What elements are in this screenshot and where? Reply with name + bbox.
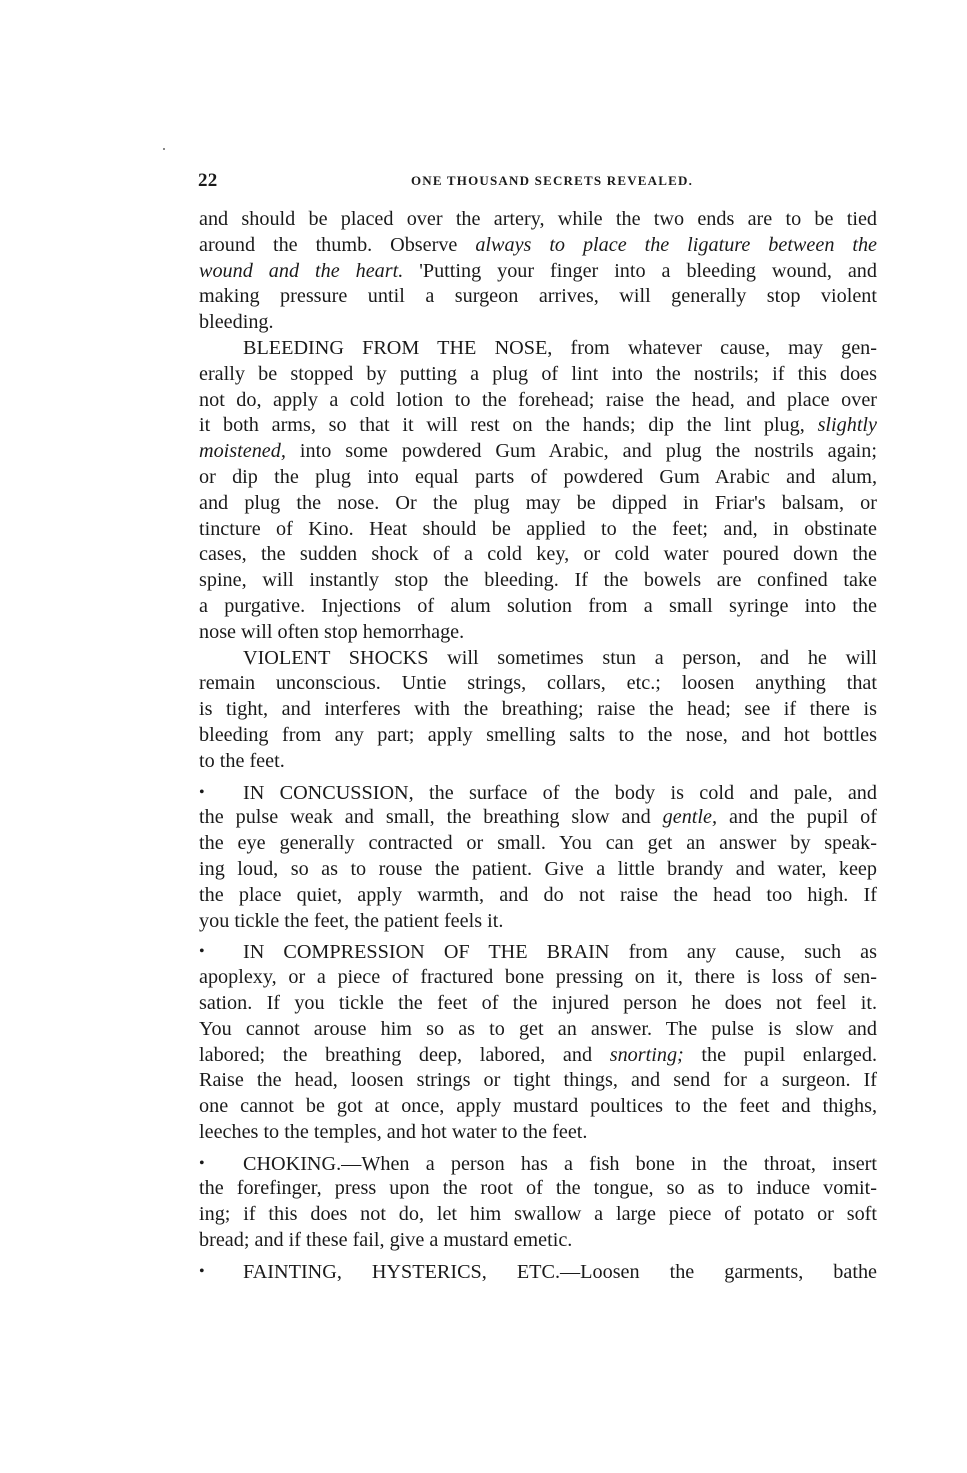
bullet-mark: • [199, 943, 205, 961]
text-line: bleeding from any part; apply smelling salts to the nose, and hot bottles [199, 723, 877, 746]
text-line: it both arms, so that it will rest on the hands; dip the lint plug, slightly [199, 414, 878, 437]
running-head: ONE THOUSAND SECRETS REVEALED. [410, 173, 694, 188]
text-line: VIOLENT SHOCKS will sometimes stun a person, and he will [243, 646, 877, 669]
text-line: sation. If you tickle the feet of the injured person he does not feel it. [199, 991, 877, 1014]
text-line: spine, will instantly stop the bleeding. If the bowels are confined take [199, 569, 877, 592]
text-line: • IN CONCUSSION, the surface of the body is cold and pale, and [199, 781, 877, 804]
text-line: leeches to the temples, and hot water to the feet. [199, 1120, 588, 1143]
text-line: not do, apply a cold lotion to the forehead; raise the head, and place over [199, 388, 877, 411]
text-line: you tickle the feet, the patient feels it. [199, 909, 504, 932]
bullet-mark: • [199, 1154, 205, 1172]
italic-emphasis: wound and the heart. [199, 259, 404, 282]
paragraph-violent-shocks [199, 646, 877, 775]
text-line: ing; if this does not do, let him swallow a large piece of potato or soft [199, 1203, 877, 1226]
text-line: tincture of Kino. Heat should be applied to the feet; and, in obstinate [199, 517, 877, 540]
text-line: the forefinger, press upon the root of the tongue, so as to induce vomit- [199, 1177, 877, 1200]
italic-emphasis: snorting; [609, 1043, 684, 1066]
text-line: a purgative. Injections of alum solution from a small syringe into the [199, 594, 877, 617]
paragraph-fainting-hysterics [199, 1259, 877, 1285]
paragraph-continuation [199, 207, 877, 336]
text-line: and should be placed over the artery, while the two ends are to be tied [199, 208, 877, 230]
bullet-mark: • [199, 1262, 205, 1280]
paragraph-bleeding-from-the-nose [199, 336, 877, 646]
text-line: and plug the nose. Or the plug may be dipped in Friar's balsam, or [199, 491, 877, 514]
page-header [198, 170, 876, 194]
text-line: cases, the sudden shock of a cold key, or cold water poured down the [199, 543, 877, 566]
body-text [199, 207, 877, 1285]
text-line: Raise the head, loosen strings or tight things, and send for a surgeon. If [199, 1069, 877, 1092]
text-line: the eye generally contracted or small. You can get an answer by speak- [199, 832, 877, 855]
text-line: is tight, and interferes with the breathing; raise the head; see if there is [199, 698, 877, 721]
text-line: nose will often stop hemorrhage. [199, 620, 465, 643]
italic-emphasis: moistened, [199, 440, 286, 463]
scan-speck [163, 148, 165, 150]
text-line: You cannot arouse him so as to get an answer. The pulse is slow and [199, 1017, 877, 1040]
bullet-mark: • [199, 783, 205, 801]
paragraph-choking [199, 1151, 877, 1254]
text-line: remain unconscious. Untie strings, collars, etc.; loosen anything that [199, 672, 877, 695]
text-line: labored; the breathing deep, labored, and snorting; the pupil enlarged. [199, 1043, 877, 1066]
text-line: erally be stopped by putting a plug of lint into the nostrils; if this does [199, 362, 877, 385]
italic-emphasis: always to place the ligature between the [475, 233, 877, 256]
text-line: or dip the plug into equal parts of powdered Gum Arabic and alum, [199, 465, 877, 488]
text-line: around the thumb. Observe always to place the ligature between the [199, 233, 877, 256]
page-number: 22 [198, 170, 218, 191]
text-line: • IN COMPRESSION OF THE BRAIN from any cause, such as [199, 941, 877, 964]
text-line: making pressure until a surgeon arrives, will generally stop violent [199, 285, 877, 308]
text-line: one cannot be got at once, apply mustard poultices to the feet and thighs, [199, 1095, 877, 1118]
paragraph-in-compression-of-the-brain [199, 939, 877, 1145]
paragraph-in-concussion [199, 780, 877, 935]
text-line: bleeding. [199, 311, 274, 334]
text-line: bread; and if these fail, give a mustard emetic. [199, 1229, 573, 1252]
text-line: apoplexy, or a piece of fractured bone pressing on it, there is loss of sen- [199, 966, 877, 989]
text-line: moistened, into some powdered Gum Arabic, and plug the nostrils again; [199, 440, 877, 463]
italic-emphasis: gentle, [662, 806, 718, 829]
text-line: the place quiet, apply warmth, and do not raise the head too high. If [199, 883, 877, 906]
text-line: BLEEDING FROM THE NOSE, from whatever cause, may gen- [243, 336, 877, 359]
text-line: wound and the heart. 'Putting your finger into a bleeding wound, and [199, 259, 877, 282]
text-line: • FAINTING, HYSTERICS, ETC.—Loosen the garments, bathe [199, 1260, 877, 1283]
italic-emphasis: slightly [817, 414, 878, 437]
text-line: ing loud, so as to rouse the patient. Give a little brandy and water, keep [199, 857, 877, 880]
text-line: • CHOKING.—When a person has a fish bone in the throat, insert [199, 1152, 877, 1175]
text-line: to the feet. [199, 749, 285, 772]
text-line: the pulse weak and small, the breathing slow and gentle, and the pupil of [199, 806, 878, 829]
